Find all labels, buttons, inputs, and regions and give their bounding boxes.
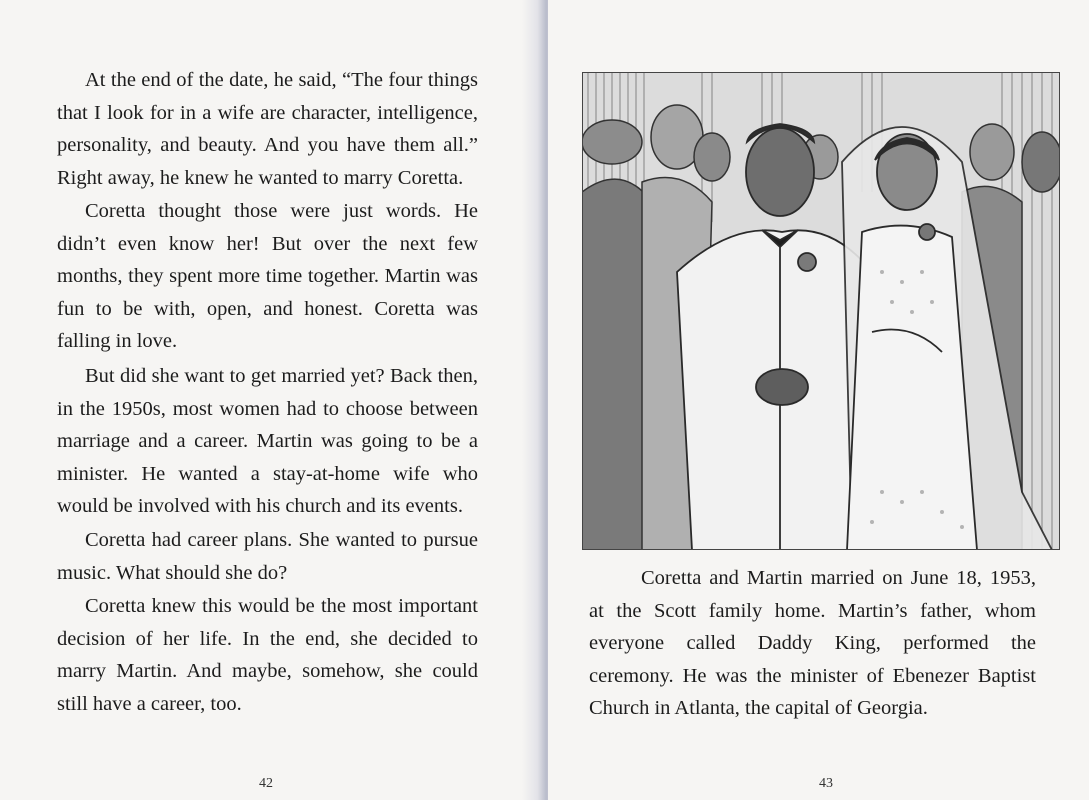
paragraph-3: But did she want to get married yet? Back then, in the 1950s, most women had to choose between marriage and a career. Martin was going to be a minister. He wanted a stay-at-home wife who would be involved with his church and its events.: [57, 365, 478, 518]
paragraph-4: Coretta had career plans. She wanted to pursue music. What should she do?: [57, 529, 478, 584]
paragraph-1: At the end of the date, he said, “The four things that I look for in a wife are character, intelligence, personality, and beauty. And you have them all.” Right away, he knew he wanted to marry Coretta.: [57, 69, 478, 189]
page-number-right: 43: [819, 776, 833, 791]
left-page: [0, 0, 540, 800]
caption-paragraph: Coretta and Martin married on June 18, 1953, at the Scott family home. Martin’s father, whom everyone called Daddy King, performed the ceremony. He was the minister of Ebenezer Baptist Church in Atlanta, the capital of Georgia.: [589, 567, 1036, 720]
paragraph-5: Coretta knew this would be the most important decision of her life. In the end, she decided to marry Martin. And maybe, somehow, she could still have a career, too.: [57, 595, 478, 715]
paragraph-2: Coretta thought those were just words. He didn’t even know her! But over the next few months, they spent more time together. Martin was fun to be with, open, and honest. Coretta was falling in love.: [57, 200, 478, 353]
wedding-illustration: [582, 72, 1060, 550]
page-number-left: 42: [259, 776, 273, 791]
